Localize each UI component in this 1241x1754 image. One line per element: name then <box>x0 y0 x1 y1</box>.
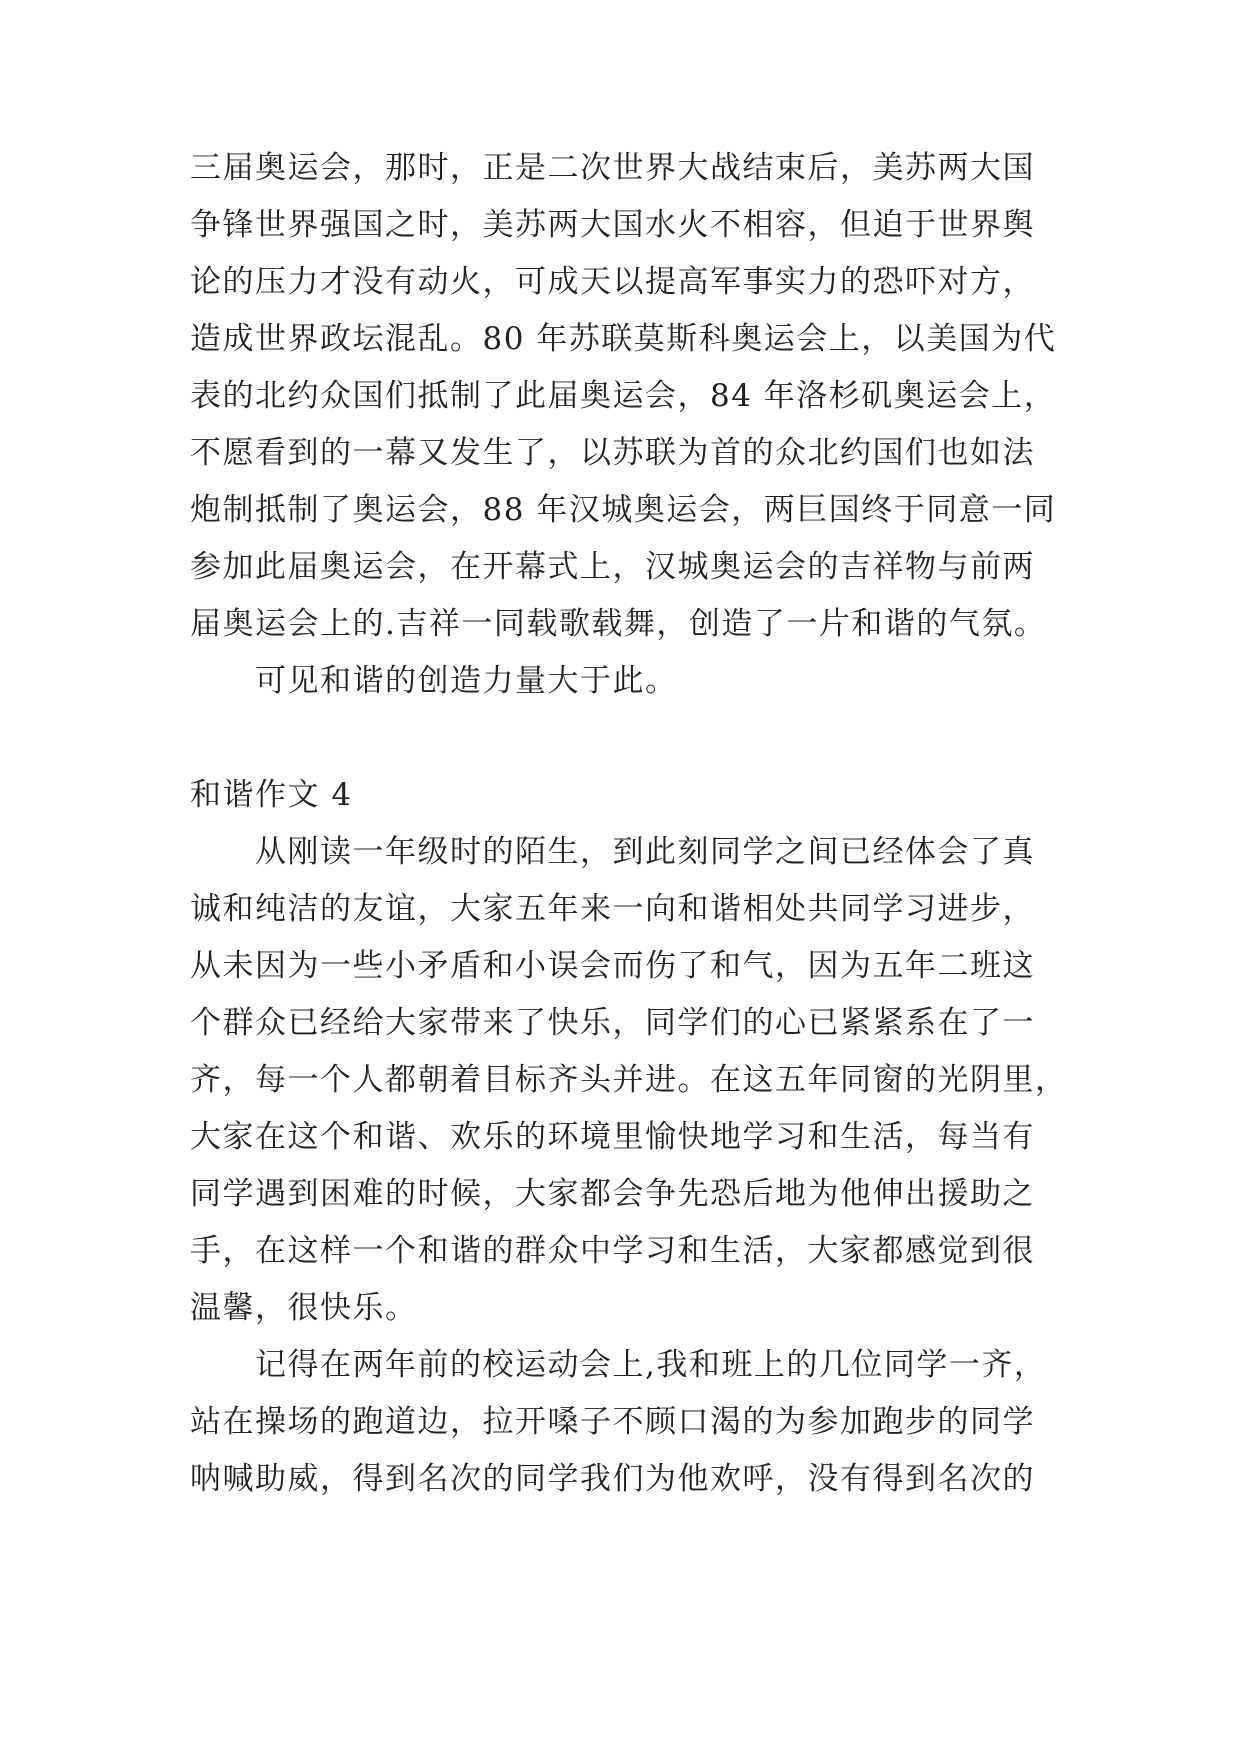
text-line: 呐喊助威，得到名次的同学我们为他欢呼，没有得到名次的 <box>190 1461 1035 1497</box>
text-line: 可见和谐的创造力量大于此。 <box>255 663 678 699</box>
text-line: 记得在两年前的校运动会上,我和班上的几位同学一齐， <box>255 1347 1047 1383</box>
text-line: 手，在这样一个和谐的群众中学习和生活，大家都感觉到很 <box>190 1233 1035 1269</box>
text-line: 从刚读一年级时的陌生，到此刻同学之间已经体会了真 <box>255 834 1035 870</box>
text-line: 同学遇到困难的时候，大家都会争先恐后地为他伸出援助之 <box>190 1176 1035 1212</box>
text-line: 从未因为一些小矛盾和小误会而伤了和气，因为五年二班这 <box>190 948 1035 984</box>
text-line: 诚和纯洁的友谊，大家五年来一向和谐相处共同学习进步， <box>190 891 1035 927</box>
text-line: 三届奥运会，那时，正是二次世界大战结束后，美苏两大国 <box>190 150 1035 186</box>
section-heading: 和谐作文 4 <box>190 777 353 813</box>
text-line: 个群众已经给大家带来了快乐，同学们的心已紧紧系在了一 <box>190 1005 1035 1041</box>
text-line: 炮制抵制了奥运会，88 年汉城奥运会，两巨国终于同意一同 <box>190 492 1057 528</box>
text-line: 论的压力才没有动火，可成天以提高军事实力的恐吓对方， <box>190 264 1035 300</box>
text-line: 温馨，很快乐。 <box>190 1290 418 1326</box>
text-line: 造成世界政坛混乱。80 年苏联莫斯科奥运会上，以美国为代 <box>190 321 1057 357</box>
text-line: 参加此届奥运会，在开幕式上，汉城奥运会的吉祥物与前两 <box>190 549 1035 585</box>
text-line: 齐，每一个人都朝着目标齐头并进。在这五年同窗的光阴里， <box>190 1062 1068 1098</box>
text-line: 届奥运会上的.吉祥一同载歌载舞，创造了一片和谐的气氛。 <box>190 606 1047 642</box>
text-line: 站在操场的跑道边，拉开嗓子不顾口渴的为参加跑步的同学 <box>190 1404 1035 1440</box>
text-line: 不愿看到的一幕又发生了，以苏联为首的众北约国们也如法 <box>190 435 1035 471</box>
text-line: 争锋世界强国之时，美苏两大国水火不相容，但迫于世界舆 <box>190 207 1035 243</box>
text-line: 表的北约众国们抵制了此届奥运会，84 年洛杉矶奥运会上， <box>190 378 1057 414</box>
text-line: 大家在这个和谐、欢乐的环境里愉快地学习和生活，每当有 <box>190 1119 1035 1155</box>
